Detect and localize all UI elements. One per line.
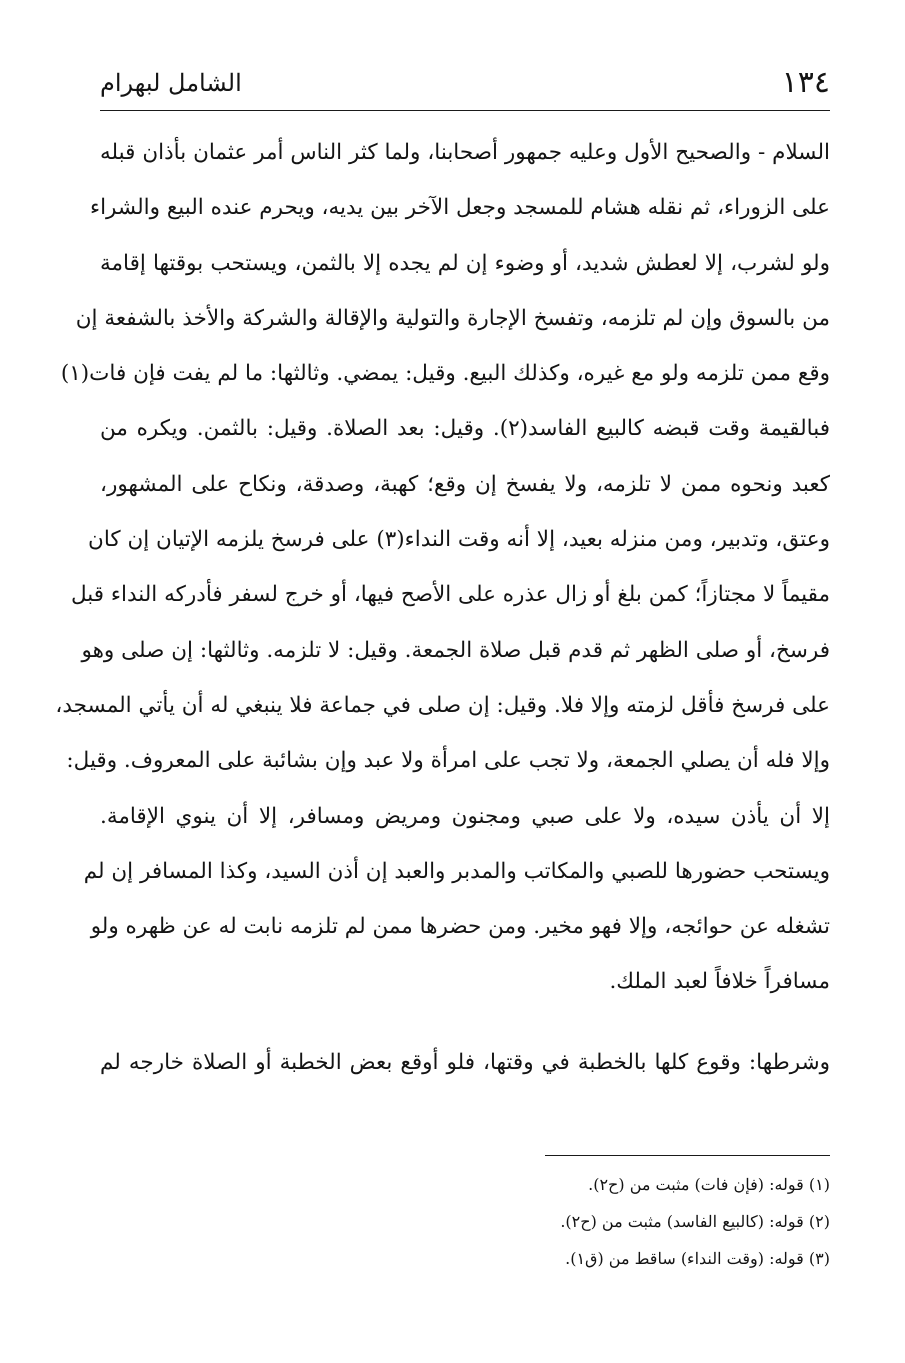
text-line: كعبد ونحوه ممن لا تلزمه، ولا يفسخ إن وقع؛ كهبة، وصدقة، ونكاح على المشهور، xyxy=(100,471,830,497)
text-line: من بالسوق وإن لم تلزمه، وتفسخ الإجارة والتولية والإقالة والشركة والأخذ بالشفعة إن xyxy=(75,305,830,331)
text-line: وقع ممن تلزمه ولو مع غيره، وكذلك البيع. وقيل: يمضي. وثالثها: ما لم يفت فإن فات(١) xyxy=(60,361,830,387)
running-title: الشامل لبهرام xyxy=(100,69,242,97)
text-line: تشغله عن حوائجه، وإلا فهو مخير. ومن حضرها ممن لم تلزمه نابت له عن ظهره ولو xyxy=(90,914,830,940)
text-line: ويستحب حضورها للصبي والمكاتب والمدبر والعبد إن أذن السيد، وكذا المسافر إن لم xyxy=(83,858,830,884)
footnote-2: (٢) قوله: (كالبيع الفاسد) مثبت من (ح٢). xyxy=(560,1212,830,1231)
main-paragraph xyxy=(55,125,830,1010)
text-line: وعتق، وتدبير، ومن منزله بعيد، إلا أنه وقت النداء(٣) على فرسخ يلزمه الإتيان إن كان xyxy=(88,527,830,553)
footnotes xyxy=(100,1166,830,1277)
text-line: وإلا فله أن يصلي الجمعة، ولا تجب على امرأة ولا عبد وإن بشائبة على المعروف. وقيل: xyxy=(66,748,830,774)
text-line: إلا أن يأذن سيده، ولا على صبي ومجنون ومريض ومسافر، إلا أن ينوي الإقامة. xyxy=(100,803,830,829)
text-line: مسافراً خلافاً لعبد الملك. xyxy=(609,969,830,995)
text-line: على الزوراء، ثم نقله هشام للمسجد وجعل الآخر بين يديه، ويحرم عنده البيع والشراء xyxy=(89,195,830,221)
footnote-3: (٣) قوله: (وقت النداء) ساقط من (ق١). xyxy=(565,1249,830,1268)
text-line: فرسخ، أو صلى الظهر ثم قدم قبل صلاة الجمعة. وقيل: لا تلزمه. وثالثها: إن صلى وهو xyxy=(81,637,830,663)
header-rule xyxy=(100,110,830,111)
text-line: فبالقيمة وقت قبضه كالبيع الفاسد(٢). وقيل: بعد الصلاة. وقيل: بالثمن. ويكره من xyxy=(100,416,830,442)
text-line: السلام - والصحيح الأول وعليه جمهور أصحابنا، ولما كثر الناس أمر عثمان بأذان قبله xyxy=(100,140,830,165)
page-header xyxy=(100,60,830,106)
footnote-rule xyxy=(545,1155,830,1156)
page-number: ١٣٤ xyxy=(781,65,830,100)
footnote-1: (١) قوله: (فإن فات) مثبت من (ح٢). xyxy=(588,1175,830,1194)
text-line: على فرسخ فأقل لزمته وإلا فلا. وقيل: إن صلى في جماعة فلا ينبغي له أن يأتي المسجد، xyxy=(55,692,830,718)
second-paragraph: وشرطها: وقوع كلها بالخطبة في وقتها، فلو أوقع بعض الخطبة أو الصلاة خارجه لم xyxy=(100,1050,830,1075)
text-line: مقيماً لا مجتازاً؛ كمن بلغ أو زال عذره على الأصح فيها، أو خرج لسفر فأدركه النداء قبل xyxy=(71,582,830,608)
text-line: ولو لشرب، إلا لعطش شديد، أو وضوء إن لم يجده إلا بالثمن، ويستحب بوقتها إقامة xyxy=(100,250,830,276)
